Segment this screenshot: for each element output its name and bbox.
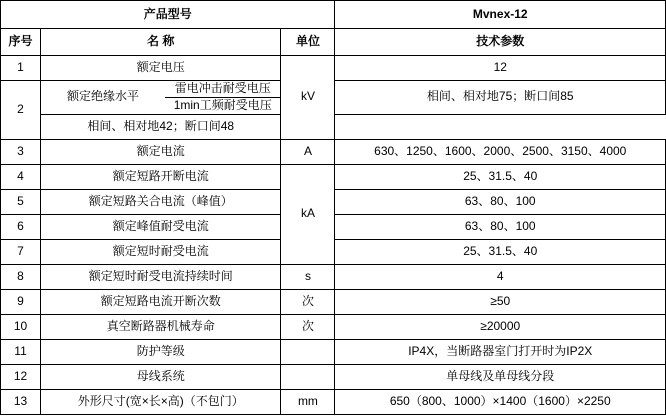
table-row: [1, 56, 666, 81]
row-unit: kA: [281, 164, 335, 264]
row-name: 母线系统: [41, 364, 281, 389]
row-no: 10: [1, 314, 41, 339]
row-unit: A: [281, 139, 335, 164]
row-unit: kV: [281, 56, 335, 140]
row-unit: 次: [281, 314, 335, 339]
row-name: 额定峰值耐受电流: [41, 214, 281, 239]
row-name: 额定短路开断电流: [41, 164, 281, 189]
row-no: 11: [1, 339, 41, 364]
row-unit: mm: [281, 389, 335, 414]
table-row: [1, 264, 666, 289]
row-value: ≥20000: [335, 314, 666, 339]
row-no: 5: [1, 189, 41, 214]
row-value: 63、80、100: [335, 214, 666, 239]
row-no: 7: [1, 239, 41, 264]
product-model-label: 产品型号: [1, 1, 335, 29]
row-no: 4: [1, 164, 41, 189]
header-unit: 单位: [281, 29, 335, 56]
table-row: [1, 164, 666, 189]
table-header-row: [1, 29, 666, 56]
row-value: 相间、相对地42；断口间48: [41, 114, 281, 139]
row-unit: s: [281, 264, 335, 289]
row-value: 630、1250、1600、2000、2500、3150、4000: [335, 139, 666, 164]
row-value: 25、31.5、40: [335, 239, 666, 264]
table-title-row: [1, 1, 666, 29]
row-name: 额定短路关合电流（峰值）: [41, 189, 281, 214]
row-subname-2: 1min工频耐受电压: [165, 97, 280, 113]
row-subname-1: 雷电冲击耐受电压: [174, 81, 271, 95]
table-row: [1, 364, 666, 389]
header-name: 名 称: [41, 29, 281, 56]
table-row: [1, 389, 666, 414]
table-row: [1, 139, 666, 164]
row-value: IP4X，当断路器室门打开时为IP2X: [335, 339, 666, 364]
row-value: 25、31.5、40: [335, 164, 666, 189]
row-no: 13: [1, 389, 41, 414]
row-no: 3: [1, 139, 41, 164]
product-model-value: Mvnex-12: [335, 1, 666, 29]
table-row: [1, 339, 666, 364]
header-no: 序号: [1, 29, 41, 56]
table-row: [1, 289, 666, 314]
table-row: [1, 314, 666, 339]
row-no: 1: [1, 56, 41, 81]
row-value: 相间、相对地75；断口间85: [335, 81, 666, 115]
row-name-group: [41, 81, 281, 115]
row-value: 12: [335, 56, 666, 81]
row-value: ≥50: [335, 289, 666, 314]
row-unit: 次: [281, 289, 335, 314]
row-value: 650（800、1000）×1400（1600）×2250: [335, 389, 666, 414]
row-name: 额定电流: [41, 139, 281, 164]
row-unit: [281, 364, 335, 389]
row-no: 8: [1, 264, 41, 289]
header-value: 技术参数: [335, 29, 666, 56]
row-name: 外形尺寸(宽×长×高)（不包门）: [41, 389, 281, 414]
row-no: 9: [1, 289, 41, 314]
row-name: 额定电压: [41, 56, 281, 81]
row-no: 6: [1, 214, 41, 239]
row-name: 额定短时耐受电流持续时间: [41, 264, 281, 289]
row-no: 2: [1, 81, 41, 140]
row-name: 额定短时耐受电流: [41, 239, 281, 264]
row-value: 单母线及单母线分段: [335, 364, 666, 389]
row-name: 真空断路器机械寿命: [41, 314, 281, 339]
row-value: 63、80、100: [335, 189, 666, 214]
row-value: 4: [335, 264, 666, 289]
row-name: 额定短路电流开断次数: [41, 289, 281, 314]
row-unit: [281, 339, 335, 364]
row-name: 额定绝缘水平: [67, 89, 140, 104]
row-no: 12: [1, 364, 41, 389]
row-name: 防护等级: [41, 339, 281, 364]
